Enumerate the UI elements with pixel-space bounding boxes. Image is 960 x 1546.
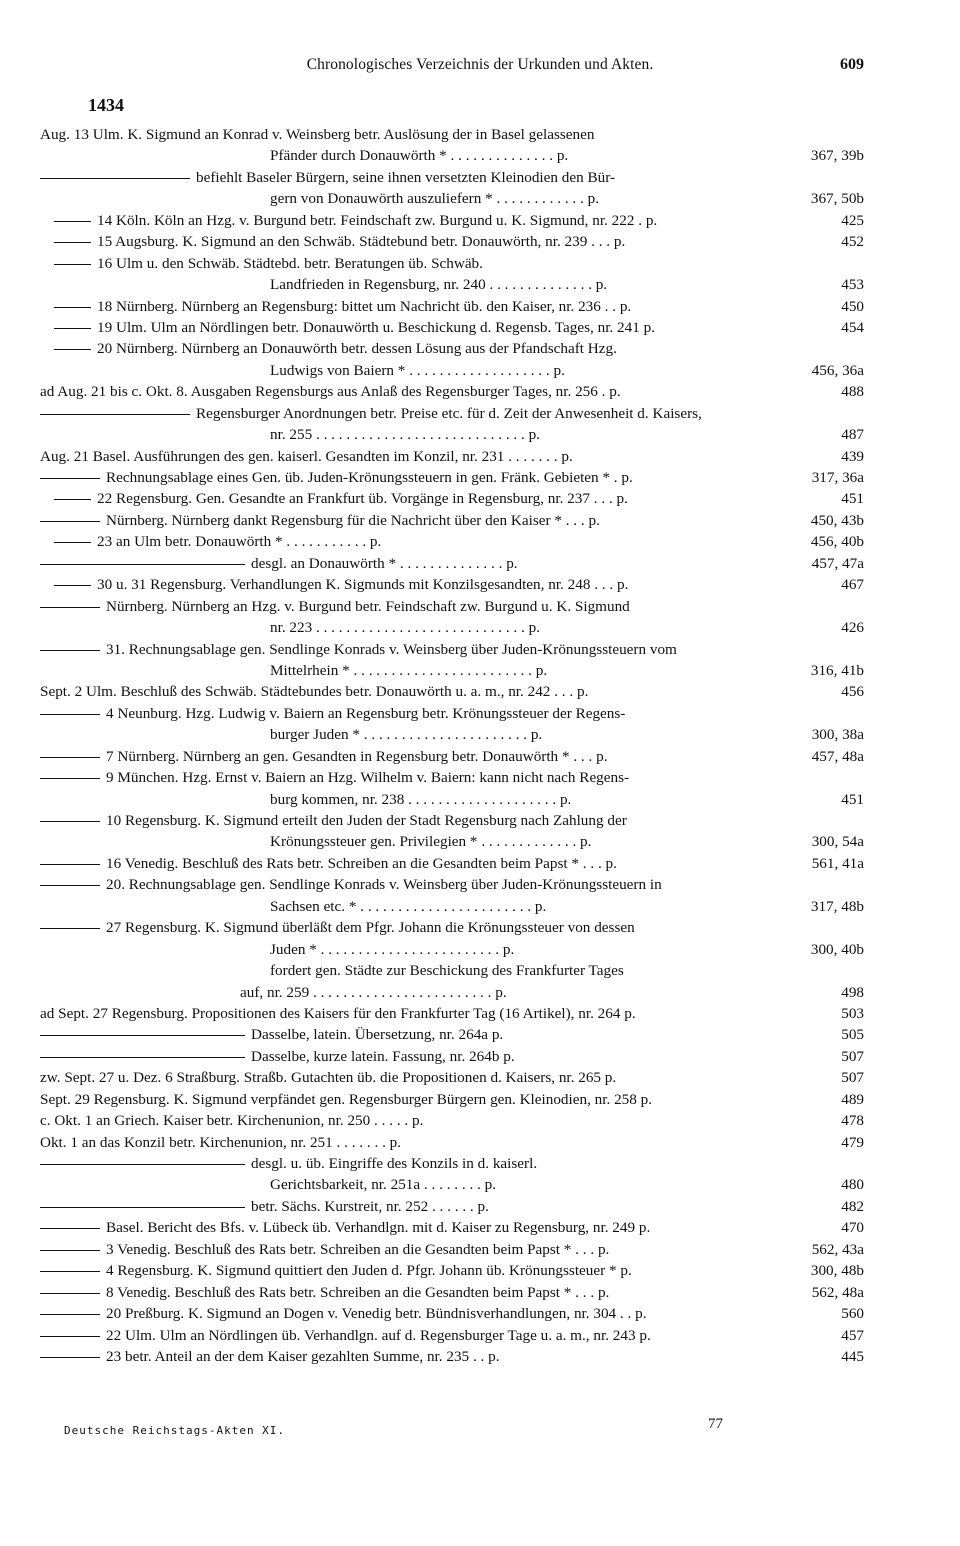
entry-text	[40, 1153, 537, 1174]
entry-text	[40, 531, 381, 552]
entry-text	[40, 1110, 423, 1131]
entry-text	[40, 338, 617, 359]
entry-line-text: 9 München. Hzg. Ernst v. Baiern an Hzg. Wilhelm v. Baiern: kann nicht nach Regens-	[106, 769, 630, 787]
list-item	[0, 917, 960, 938]
entry-line-text: fordert gen. Städte zur Beschickung des Frankfurter Tages	[270, 962, 624, 980]
page-reference: 487	[841, 426, 864, 444]
repeat-dash	[40, 928, 100, 929]
entry-line-text: c. Okt. 1 an Griech. Kaiser betr. Kirchenunion, nr. 250 . . . . . p.	[40, 1112, 424, 1130]
list-item	[0, 596, 960, 617]
page-reference: 439	[841, 447, 864, 465]
entry-text	[40, 210, 657, 231]
entry-text	[270, 360, 565, 381]
entry-line-text: Basel. Bericht des Bfs. v. Lübeck üb. Verhandlgn. mit d. Kaiser zu Regensburg, nr. 249 p.	[106, 1219, 651, 1237]
list-item	[0, 1024, 960, 1045]
repeat-dash	[54, 499, 91, 500]
repeat-dash	[40, 885, 100, 886]
entry-line-text: 15 Augsburg. K. Sigmund an den Schwäb. Städtebund betr. Donauwörth, nr. 239 . . . p.	[97, 233, 626, 251]
list-item	[0, 1153, 960, 1174]
list-item	[0, 231, 960, 252]
page-reference: 562, 43a	[811, 1240, 864, 1258]
page-reference: 562, 48a	[811, 1283, 864, 1301]
repeat-dash	[40, 1164, 245, 1165]
footer-signature: 77	[708, 1416, 723, 1432]
entry-text	[270, 188, 599, 209]
entry-line-text: ad Aug. 21 bis c. Okt. 8. Ausgaben Regensburgs aus Anlaß des Regensburger Tages, nr. 256 . p.	[40, 383, 621, 401]
page-reference: 300, 54a	[811, 833, 864, 851]
list-item	[0, 681, 960, 702]
page-number: 609	[840, 56, 864, 73]
list-item	[0, 574, 960, 595]
repeat-dash	[40, 1271, 100, 1272]
list-item	[0, 403, 960, 424]
entry-line-text: 16 Venedig. Beschluß des Rats betr. Schreiben an die Gesandten beim Papst * . . . p.	[106, 854, 617, 872]
entry-line-text: nr. 223 . . . . . . . . . . . . . . . . . . . . . . . . . . . . p.	[270, 619, 541, 637]
entry-line-text: desgl. an Donauwörth * . . . . . . . . . . . . . . p.	[251, 554, 518, 572]
page-reference: 479	[841, 1133, 864, 1151]
entry-line-text: Gerichtsbarkeit, nr. 251a . . . . . . . . p.	[270, 1176, 497, 1194]
entry-text	[40, 853, 617, 874]
entry-line-text: 27 Regensburg. K. Sigmund überläßt dem Pfgr. Johann die Krönungssteuer von dessen	[106, 919, 635, 937]
list-item	[0, 617, 960, 638]
page-reference: 505	[841, 1026, 864, 1044]
chronology-list	[0, 124, 960, 1367]
page-reference: 300, 40b	[810, 940, 864, 958]
entry-text	[40, 124, 594, 145]
entry-text	[40, 167, 615, 188]
list-item	[0, 1346, 960, 1367]
page-reference: 425	[841, 211, 864, 229]
list-item	[0, 939, 960, 960]
repeat-dash	[40, 1336, 100, 1337]
list-item	[0, 1303, 960, 1324]
entry-text	[40, 1196, 489, 1217]
repeat-dash	[40, 864, 100, 865]
entry-line-text: Dasselbe, kurze latein. Fassung, nr. 264b p.	[251, 1047, 515, 1065]
entry-line-text: 22 Ulm. Ulm an Nördlingen üb. Verhandlgn. auf d. Regensburger Tage u. a. m., nr. 243 p.	[106, 1326, 651, 1344]
entry-text	[40, 1217, 650, 1238]
entry-line-text: 4 Neunburg. Hzg. Ludwig v. Baiern an Regensburg betr. Krönungssteuer der Regens-	[106, 704, 626, 722]
repeat-dash	[54, 264, 91, 265]
entry-line-text: Ludwigs von Baiern * . . . . . . . . . . . . . . . . . . . p.	[270, 361, 565, 379]
entry-line-text: desgl. u. üb. Eingriffe des Konzils in d. kaiserl.	[251, 1155, 538, 1172]
entry-line-text: 23 an Ulm betr. Donauwörth * . . . . . . . . . . . p.	[97, 533, 382, 551]
list-item	[0, 210, 960, 231]
entry-line-text: burg kommen, nr. 238 . . . . . . . . . . . . . . . . . . . . p.	[270, 790, 572, 808]
repeat-dash	[40, 1207, 245, 1208]
entry-text	[40, 1325, 651, 1346]
list-item	[0, 381, 960, 402]
page-reference: 498	[841, 983, 864, 1001]
page-reference: 482	[841, 1197, 864, 1215]
entry-text	[270, 274, 607, 295]
list-item	[0, 510, 960, 531]
entry-line-text: Sachsen etc. * . . . . . . . . . . . . . . . . . . . . . . . p.	[270, 897, 547, 915]
entry-line-text: Krönungssteuer gen. Privilegien * . . . . . . . . . . . . . p.	[270, 833, 592, 851]
list-item	[0, 1239, 960, 1260]
repeat-dash	[54, 585, 91, 586]
repeat-dash	[54, 221, 91, 222]
page-reference: 457, 47a	[811, 554, 864, 572]
list-item	[0, 1046, 960, 1067]
list-item	[0, 703, 960, 724]
entry-line-text: Mittelrhein * . . . . . . . . . . . . . . . . . . . . . . . . p.	[270, 661, 548, 679]
entry-text	[40, 917, 635, 938]
repeat-dash	[40, 650, 100, 651]
list-item	[0, 338, 960, 359]
entry-text	[40, 874, 662, 895]
list-item	[0, 1089, 960, 1110]
repeat-dash	[40, 521, 100, 522]
list-item	[0, 1003, 960, 1024]
entry-line-text: Sept. 2 Ulm. Beschluß des Schwäb. Städtebundes betr. Donauwörth u. a. m., nr. 242 . . . p.	[40, 683, 589, 701]
footer-series: Deutsche Reichstags-Akten XI.	[64, 1424, 286, 1437]
entry-text	[40, 681, 588, 702]
page-reference: 300, 48b	[810, 1262, 864, 1280]
entry-text	[40, 381, 621, 402]
page-reference: 456, 40b	[810, 533, 864, 551]
page-reference: 451	[841, 490, 864, 508]
entry-text	[270, 617, 540, 638]
entry-line-text: auf, nr. 259 . . . . . . . . . . . . . . . . . . . . . . . . p.	[240, 983, 507, 1001]
list-item	[0, 789, 960, 810]
page-reference: 317, 48b	[810, 897, 864, 915]
list-item	[0, 424, 960, 445]
entry-line-text: 8 Venedig. Beschluß des Rats betr. Schreiben an die Gesandten beim Papst * . . . p.	[106, 1283, 610, 1301]
list-item	[0, 853, 960, 874]
entry-line-text: 20 Nürnberg. Nürnberg an Donauwörth betr. dessen Lösung aus der Pfandschaft Hzg.	[97, 340, 617, 358]
entry-line-text: 23 betr. Anteil an der dem Kaiser gezahlten Summe, nr. 235 . . p.	[106, 1347, 500, 1365]
entry-text	[40, 1260, 632, 1281]
list-item	[0, 1260, 960, 1281]
entry-text	[40, 639, 677, 660]
page-reference: 450	[841, 297, 864, 315]
list-item	[0, 896, 960, 917]
repeat-dash	[40, 1293, 100, 1294]
list-item	[0, 1110, 960, 1131]
entry-line-text: betr. Sächs. Kurstreit, nr. 252 . . . . . . p.	[251, 1197, 489, 1215]
entry-text	[40, 1024, 503, 1045]
list-item	[0, 660, 960, 681]
page-reference: 560	[841, 1305, 864, 1323]
list-item	[0, 639, 960, 660]
entry-line-text: 22 Regensburg. Gen. Gesandte an Frankfurt üb. Vorgänge in Regensburg, nr. 237 . . . p.	[97, 490, 628, 508]
repeat-dash	[40, 1057, 245, 1058]
list-item	[0, 124, 960, 145]
entry-text	[40, 703, 625, 724]
entry-text	[40, 1089, 652, 1110]
repeat-dash	[54, 542, 91, 543]
list-item	[0, 724, 960, 745]
list-item	[0, 488, 960, 509]
entry-line-text: 10 Regensburg. K. Sigmund erteilt den Juden der Stadt Regensburg nach Zahlung der	[106, 812, 627, 829]
entry-text	[40, 596, 630, 617]
entry-line-text: Aug. 21 Basel. Ausführungen des gen. kaiserl. Gesandten im Konzil, nr. 231 . . . . . . . p.	[40, 447, 573, 465]
repeat-dash	[40, 714, 100, 715]
entry-text	[40, 1303, 647, 1324]
repeat-dash	[40, 414, 190, 415]
entry-text	[240, 982, 507, 1003]
entry-text	[40, 467, 633, 488]
entry-text	[40, 1346, 500, 1367]
entry-line-text: Aug. 13 Ulm. K. Sigmund an Konrad v. Weinsberg betr. Auslösung der in Basel gelassenen	[40, 126, 595, 143]
entry-text	[40, 317, 655, 338]
entry-text	[40, 403, 702, 424]
entry-line-text: 31. Rechnungsablage gen. Sendlinge Konrads v. Weinsberg über Juden-Krönungssteuern vom	[106, 640, 677, 658]
repeat-dash	[54, 328, 91, 329]
entry-line-text: burger Juden * . . . . . . . . . . . . . . . . . . . . . . p.	[270, 726, 543, 744]
entry-line-text: 7 Nürnberg. Nürnberg an gen. Gesandten in Regensburg betr. Donauwörth * . . . p.	[106, 747, 608, 765]
entry-line-text: Dasselbe, latein. Übersetzung, nr. 264a p.	[251, 1026, 504, 1044]
entry-text	[40, 488, 628, 509]
repeat-dash	[40, 1228, 100, 1229]
page-reference: 453	[841, 276, 864, 294]
entry-text	[270, 896, 546, 917]
page-reference: 489	[841, 1090, 864, 1108]
list-item	[0, 810, 960, 831]
list-item	[0, 1217, 960, 1238]
entry-text	[270, 789, 571, 810]
entry-line-text: ad Sept. 27 Regensburg. Propositionen des Kaisers für den Frankfurter Tag (16 Artikel), nr. 264 p.	[40, 1004, 636, 1022]
page-reference: 454	[841, 318, 864, 336]
entry-text	[40, 1046, 515, 1067]
page-reference: 452	[841, 233, 864, 251]
entry-line-text: gern von Donauwörth auszuliefern * . . . . . . . . . . . . p.	[270, 190, 599, 208]
list-item	[0, 446, 960, 467]
entry-line-text: Nürnberg. Nürnberg an Hzg. v. Burgund betr. Feindschaft zw. Burgund u. K. Sigmund	[106, 597, 630, 615]
entry-line-text: Landfrieden in Regensburg, nr. 240 . . . . . . . . . . . . . . p.	[270, 276, 608, 294]
list-item	[0, 553, 960, 574]
entry-text	[270, 660, 547, 681]
list-item	[0, 467, 960, 488]
list-item	[0, 188, 960, 209]
entry-line-text: 3 Venedig. Beschluß des Rats betr. Schreiben an die Gesandten beim Papst * . . . p.	[106, 1240, 610, 1258]
entry-text	[40, 446, 573, 467]
entry-text	[270, 939, 514, 960]
page-reference: 478	[841, 1112, 864, 1130]
page-reference: 426	[841, 619, 864, 637]
entry-text	[40, 231, 625, 252]
entry-line-text: 19 Ulm. Ulm an Nördlingen betr. Donauwörth u. Beschickung d. Regensb. Tages, nr. 241 p.	[97, 318, 655, 336]
repeat-dash	[40, 1314, 100, 1315]
entry-text	[270, 1174, 496, 1195]
entry-text	[40, 1003, 636, 1024]
page-reference: 451	[841, 790, 864, 808]
repeat-dash	[54, 242, 91, 243]
entry-text	[40, 1282, 609, 1303]
list-item	[0, 1174, 960, 1195]
list-item	[0, 167, 960, 188]
year-heading: 1434	[88, 95, 124, 115]
entry-line-text: Sept. 29 Regensburg. K. Sigmund verpfändet gen. Regensburger Bürgern gen. Kleinodien, nr. 258 p.	[40, 1090, 653, 1108]
entry-line-text: Okt. 1 an das Konzil betr. Kirchenunion, nr. 251 . . . . . . . p.	[40, 1133, 402, 1151]
entry-line-text: 14 Köln. Köln an Hzg. v. Burgund betr. Feindschaft zw. Burgund u. K. Sigmund, nr. 222 . p.	[97, 211, 658, 229]
list-item	[0, 296, 960, 317]
page-reference: 316, 41b	[810, 661, 864, 679]
entry-text	[40, 1239, 609, 1260]
entry-line-text: 18 Nürnberg. Nürnberg an Regensburg: bittet um Nachricht üb. den Kaiser, nr. 236 . . p.	[97, 297, 632, 315]
list-item	[0, 1196, 960, 1217]
entry-line-text: Regensburger Anordnungen betr. Preise etc. für d. Zeit der Anwesenheit d. Kaisers,	[196, 404, 702, 422]
entry-line-text: befiehlt Baseler Bürgern, seine ihnen versetzten Kleinodien den Bür-	[196, 168, 616, 186]
entry-line-text: Pfänder durch Donauwörth * . . . . . . . . . . . . . . p.	[270, 147, 569, 165]
page-reference: 450, 43b	[810, 511, 864, 529]
entry-text	[40, 253, 483, 274]
entry-text	[270, 960, 624, 981]
page-reference: 488	[841, 383, 864, 401]
list-item	[0, 746, 960, 767]
repeat-dash	[40, 1035, 245, 1036]
repeat-dash	[40, 778, 100, 779]
entry-text	[270, 145, 568, 166]
page-reference: 456, 36a	[811, 361, 864, 379]
page-reference: 457, 48a	[811, 747, 864, 765]
repeat-dash	[40, 564, 245, 565]
entry-line-text: 30 u. 31 Regensburg. Verhandlungen K. Sigmunds mit Konzilsgesandten, nr. 248 . . . p.	[97, 576, 629, 594]
running-header-title: Chronologisches Verzeichnis der Urkunden und Akten.	[306, 56, 654, 73]
entry-text	[40, 296, 631, 317]
list-item	[0, 274, 960, 295]
entry-text	[40, 767, 629, 788]
repeat-dash	[40, 478, 100, 479]
entry-line-text: 16 Ulm u. den Schwäb. Städtebd. betr. Beratungen üb. Schwäb.	[97, 254, 483, 272]
page-reference: 507	[841, 1069, 864, 1087]
entry-text	[40, 553, 518, 574]
entry-text	[40, 574, 628, 595]
page-reference: 507	[841, 1047, 864, 1065]
list-item	[0, 982, 960, 1003]
entry-line-text: zw. Sept. 27 u. Dez. 6 Straßburg. Straßb. Gutachten üb. die Propositionen d. Kaisers, nr. 265 p.	[40, 1069, 617, 1087]
entry-line-text: 4 Regensburg. K. Sigmund quittiert den Juden d. Pfgr. Johann üb. Krönungssteuer * p.	[106, 1262, 632, 1280]
repeat-dash	[40, 757, 100, 758]
repeat-dash	[40, 1250, 100, 1251]
page-reference: 445	[841, 1347, 864, 1365]
repeat-dash	[54, 349, 91, 350]
list-item	[0, 360, 960, 381]
entry-text	[40, 1132, 401, 1153]
entry-text	[270, 424, 540, 445]
page-reference: 367, 39b	[810, 147, 864, 165]
entry-text	[40, 1067, 616, 1088]
repeat-dash	[40, 178, 190, 179]
entry-line-text: 20. Rechnungsablage gen. Sendlinge Konrads v. Weinsberg über Juden-Krönungssteuern in	[106, 876, 662, 894]
list-item	[0, 1132, 960, 1153]
page-reference: 300, 38a	[811, 726, 864, 744]
list-item	[0, 874, 960, 895]
page-reference: 317, 36a	[811, 469, 864, 486]
page-reference: 367, 50b	[810, 190, 864, 208]
page-reference: 467	[841, 576, 864, 594]
page-reference: 456	[841, 683, 864, 701]
page-reference: 503	[841, 1004, 864, 1022]
entry-line-text: Rechnungsablage eines Gen. üb. Juden-Krönungssteuern in gen. Fränk. Gebieten * . p.	[106, 469, 633, 486]
repeat-dash	[54, 307, 91, 308]
page-reference: 480	[841, 1176, 864, 1194]
repeat-dash	[40, 1357, 100, 1358]
entry-text	[270, 831, 591, 852]
list-item	[0, 317, 960, 338]
page-reference: 457	[841, 1326, 864, 1344]
list-item	[0, 767, 960, 788]
list-item	[0, 831, 960, 852]
list-item	[0, 145, 960, 166]
list-item	[0, 1067, 960, 1088]
list-item	[0, 253, 960, 274]
list-item	[0, 960, 960, 981]
entry-line-text: Nürnberg. Nürnberg dankt Regensburg für die Nachricht über den Kaiser * . . . p.	[106, 511, 600, 529]
entry-text	[40, 810, 627, 831]
entry-text	[40, 746, 608, 767]
entry-text	[270, 724, 542, 745]
list-item	[0, 1282, 960, 1303]
entry-line-text: 20 Preßburg. K. Sigmund an Dogen v. Venedig betr. Bündnisverhandlungen, nr. 304 . . p.	[106, 1305, 647, 1323]
entry-line-text: Juden * . . . . . . . . . . . . . . . . . . . . . . . . p.	[270, 940, 515, 958]
entry-text	[40, 510, 600, 531]
list-item	[0, 531, 960, 552]
page-reference: 561, 41a	[811, 854, 864, 872]
repeat-dash	[40, 821, 100, 822]
repeat-dash	[40, 607, 100, 608]
list-item	[0, 1325, 960, 1346]
page-reference: 470	[841, 1219, 864, 1237]
entry-line-text: nr. 255 . . . . . . . . . . . . . . . . . . . . . . . . . . . . p.	[270, 426, 541, 444]
